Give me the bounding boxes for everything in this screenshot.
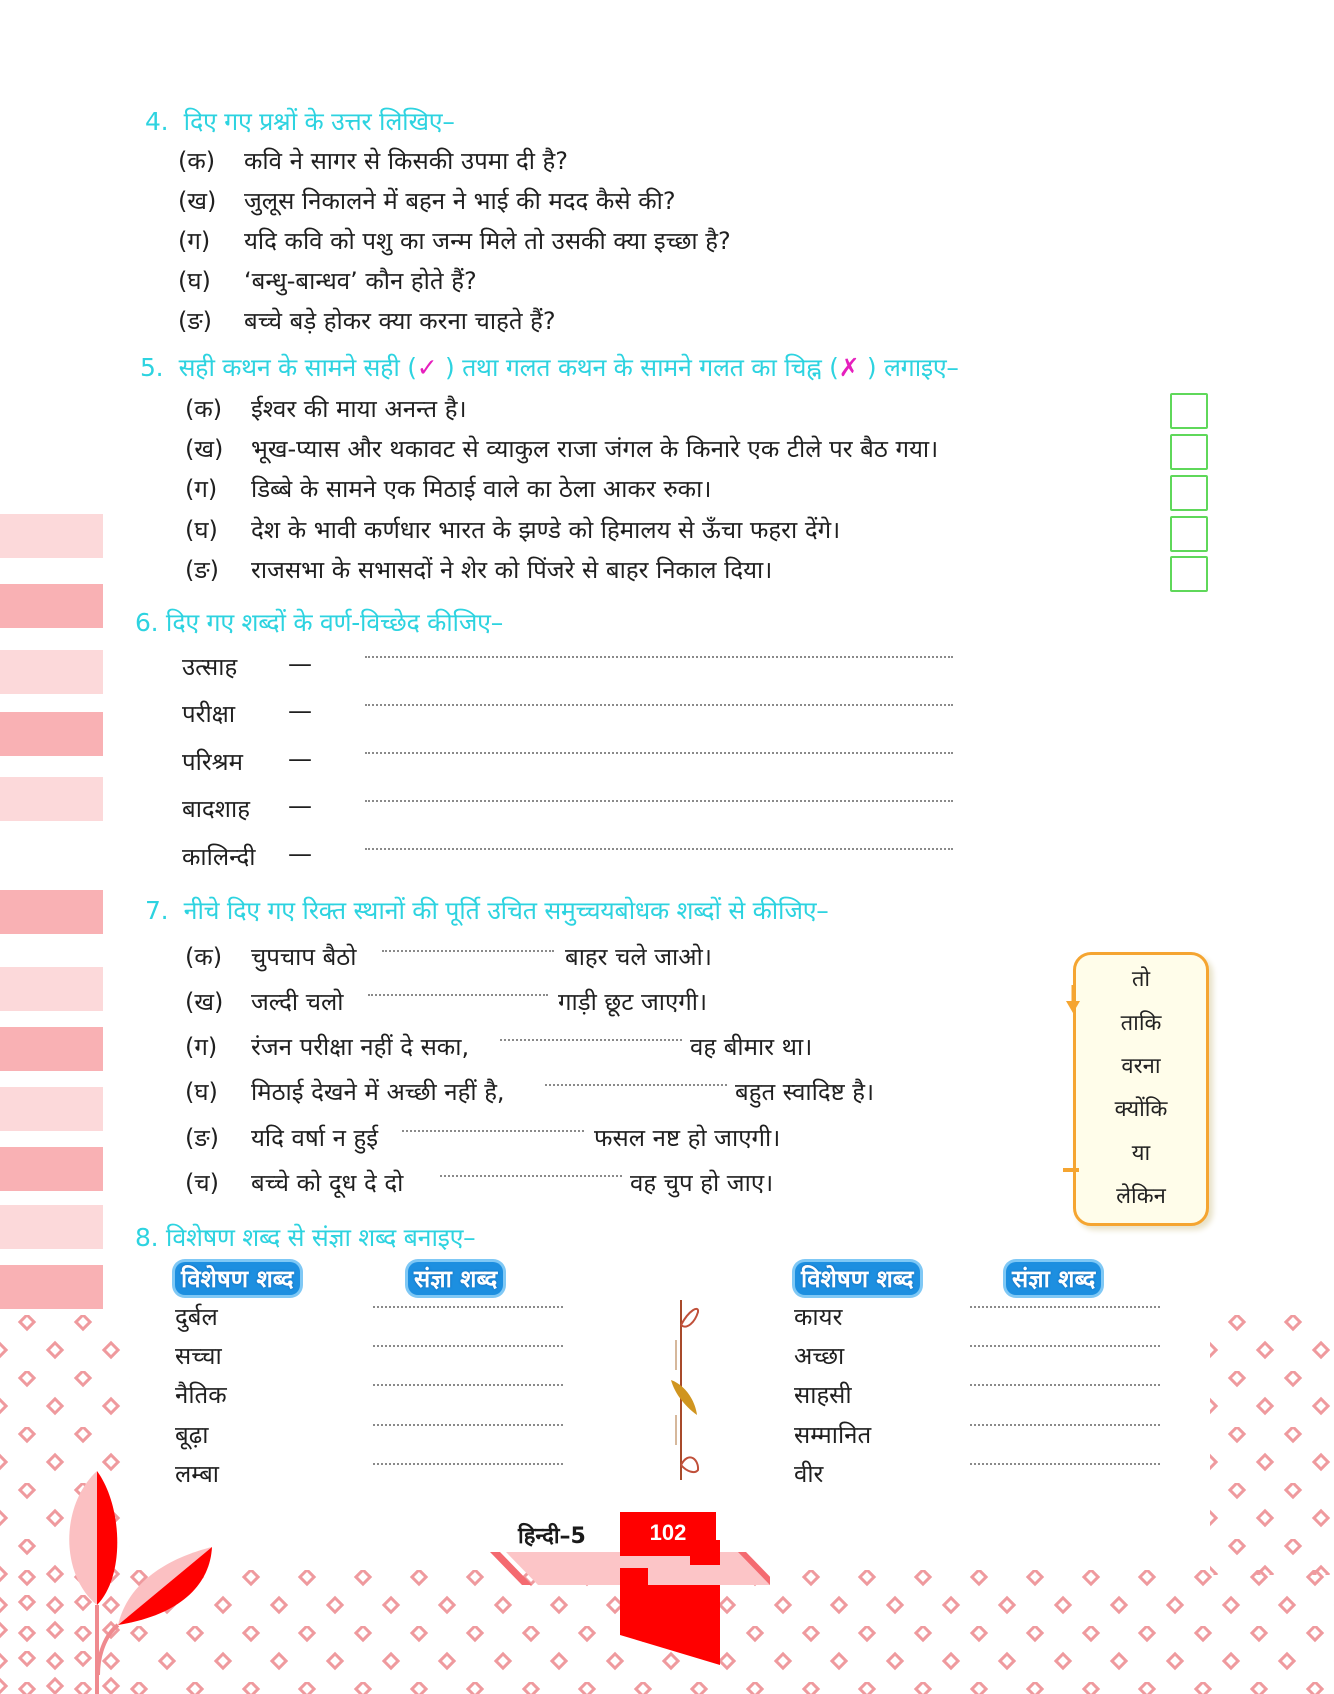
answer-checkbox[interactable] [1170,475,1208,511]
blank-line[interactable] [545,1084,727,1086]
answer-checkbox[interactable] [1170,556,1208,592]
list-item: (ङ) बच्चे बड़े होकर क्या करना चाहते हैं? [178,307,556,335]
column-header-noun: संज्ञा शब्द [1006,1262,1101,1295]
cross-mark-icon: ✗ [838,353,860,382]
answer-line[interactable] [365,848,953,850]
dash: — [288,697,312,725]
answer-line[interactable] [970,1306,1160,1308]
adjective-word: साहसी [794,1381,852,1409]
arrow-bar-icon [1063,1168,1083,1176]
answer-line[interactable] [365,752,953,754]
stripe [0,514,103,558]
list-item: (क) चुपचाप बैठो [185,943,357,971]
book-title: हिन्दी–5 [518,1524,586,1549]
list-item: (ग) रंजन परीक्षा नहीं दे सका, [185,1033,470,1061]
sentence-end: वह चुप हो जाए। [630,1169,774,1197]
word-bank-item: वरना [1121,1054,1161,1079]
adjective-word: सम्मानित [794,1421,872,1449]
dash: — [288,745,312,773]
column-header-adjective: विशेषण शब्द [795,1262,920,1295]
word: परिश्रम [182,748,244,776]
adjective-word: नैतिक [175,1381,227,1409]
answer-line[interactable] [373,1345,563,1347]
question-6-heading: 6. दिए गए शब्दों के वर्ण-विच्छेद कीजिए– [135,608,503,637]
stripe [0,1147,103,1191]
dash: — [288,840,312,868]
stripe [0,1205,103,1249]
word-bank-item: तो [1131,967,1151,992]
list-item: (ङ) राजसभा के सभासदों ने शेर को पिंजरे से बाहर निकाल दिया। [185,556,773,584]
dash: — [288,792,312,820]
check-mark-icon: ✓ [416,353,438,382]
answer-line[interactable] [373,1463,563,1465]
stripe [0,650,103,694]
list-item: (ग) डिब्बे के सामने एक मिठाई वाले का ठेला आकर रुका। [185,475,712,503]
answer-line[interactable] [970,1384,1160,1386]
word: बादशाह [182,795,250,823]
list-item: (ख) जल्दी चलो [185,988,344,1016]
sentence-end: फसल नष्ट हो जाएगी। [594,1124,781,1152]
question-7-heading: 7. नीचे दिए गए रिक्त स्थानों की पूर्ति उचित समुच्चयबोधक शब्दों से कीजिए– [145,896,829,925]
answer-line[interactable] [365,800,953,802]
list-item: (ङ) यदि वर्षा न हुई [185,1124,379,1152]
answer-line[interactable] [970,1463,1160,1465]
answer-line[interactable] [373,1384,563,1386]
question-5-heading: 5. सही कथन के सामने सही (✓ ) तथा गलत कथन के सामने गलत का चिह्न (✗ ) लगाइए– [140,353,959,382]
stripe [0,1087,103,1131]
sentence-end: वह बीमार था। [690,1033,813,1061]
list-item: (घ) देश के भावी कर्णधार भारत के झण्डे को हिमालय से ऊँचा फहरा देंगे। [185,516,841,544]
adjective-word: लम्बा [175,1460,219,1488]
stripe [0,777,103,821]
list-item: (ग) यदि कवि को पशु का जन्म मिले तो उसकी क्या इच्छा है? [178,227,731,255]
list-item: (क) कवि ने सागर से किसकी उपमा दी है? [178,147,569,175]
stripe [0,712,103,756]
adjective-word: वीर [794,1460,824,1488]
stripe [0,1027,103,1071]
stripe [0,584,103,628]
arrow-down-icon [1063,985,1083,1015]
adjective-word: सच्चा [175,1342,222,1370]
sentence-end: बहुत स्वादिष्ट है। [735,1078,875,1106]
question-8-heading: 8. विशेषण शब्द से संज्ञा शब्द बनाइए– [135,1223,476,1252]
list-item: (घ) मिठाई देखने में अच्छी नहीं है, [185,1078,505,1106]
list-item: (ख) जुलूस निकालने में बहन ने भाई की मदद कैसे की? [178,187,676,215]
blank-line[interactable] [440,1175,622,1177]
word-bank-box [1073,952,1209,1226]
blank-line[interactable] [382,950,554,952]
answer-line[interactable] [373,1306,563,1308]
question-4-heading: 4. दिए गए प्रश्नों के उत्तर लिखिए– [145,107,455,136]
sentence-end: बाहर चले जाओ। [565,943,712,971]
word: कालिन्दी [182,843,256,871]
answer-line[interactable] [373,1424,563,1426]
answer-checkbox[interactable] [1170,434,1208,470]
leaf-decoration-icon [60,1465,230,1694]
quill-divider-icon [665,1300,705,1480]
adjective-word: दुर्बल [175,1303,218,1331]
diamond-pattern-right [1210,1315,1334,1575]
answer-line[interactable] [970,1345,1160,1347]
adjective-word: अच्छा [794,1342,845,1370]
adjective-word: बूढ़ा [175,1421,209,1449]
list-item: (च) बच्चे को दूध दे दो [185,1169,404,1197]
adjective-word: कायर [794,1303,843,1331]
list-item: (घ) ‘बन्धु-बान्धव’ कौन होते हैं? [178,267,477,295]
page-number: 102 [620,1512,716,1556]
stripe [0,967,103,1011]
answer-checkbox[interactable] [1170,516,1208,552]
answer-checkbox[interactable] [1170,393,1208,429]
list-item: (क) ईश्वर की माया अनन्त है। [185,395,467,423]
list-item: (ख) भूख-प्यास और थकावट से व्याकुल राजा जंगल के किनारे एक टीले पर बैठ गया। [185,435,939,463]
stripe [0,890,103,934]
blank-line[interactable] [368,994,548,996]
sentence-end: गाड़ी छूट जाएगी। [558,988,708,1016]
word-bank-item: लेकिन [1116,1184,1166,1209]
word-bank-item: ताकि [1120,1011,1162,1036]
footer-ribbon-decoration [490,1540,770,1665]
word-bank-item: या [1131,1141,1151,1166]
answer-line[interactable] [970,1424,1160,1426]
word: परीक्षा [182,700,236,728]
dash: — [288,650,312,678]
column-header-noun: संज्ञा शब्द [408,1262,503,1295]
stripe [0,1265,103,1309]
blank-line[interactable] [500,1039,682,1041]
answer-line[interactable] [365,656,953,658]
column-header-adjective: विशेषण शब्द [175,1262,300,1295]
word: उत्साह [182,653,238,681]
blank-line[interactable] [402,1130,584,1132]
answer-line[interactable] [365,704,953,706]
word-bank-item: क्योंकि [1114,1097,1168,1122]
